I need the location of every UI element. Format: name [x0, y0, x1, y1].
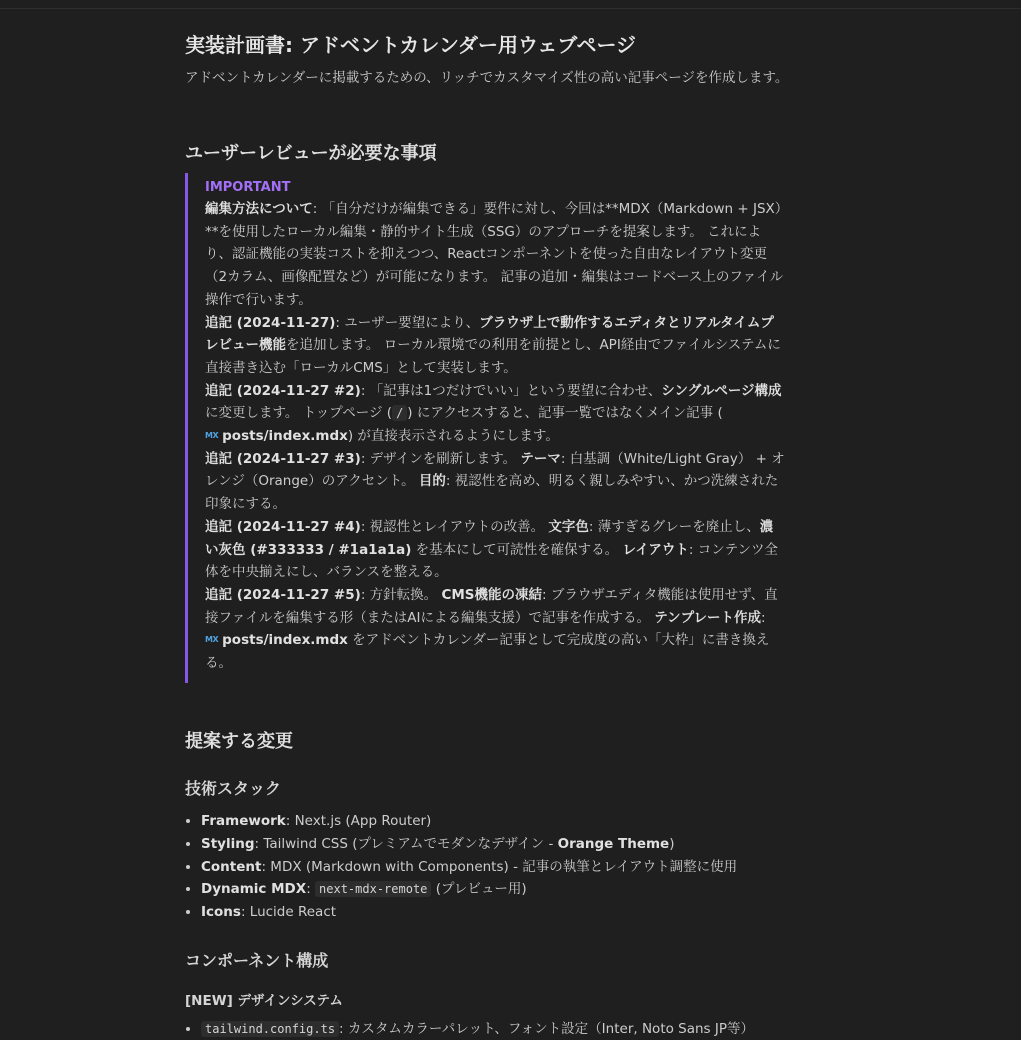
alert-paragraph-addendum-1	[205, 312, 785, 380]
important-alert	[185, 173, 785, 683]
text: : Lucide React	[240, 904, 337, 921]
file-link[interactable]	[205, 632, 348, 648]
text: : 白基調（White/Light Gray） + オレンジ（Orange）のアクセント。	[205, 450, 785, 490]
text: : デザインを刷新します。	[360, 450, 521, 467]
file-link[interactable]	[205, 428, 348, 444]
text: : MDX (Markdown with Components) - 記事の執筆とレイアウト調整に使用	[261, 858, 738, 875]
bold-text: Content	[201, 858, 262, 875]
text: : ユーザー要望により、	[335, 314, 480, 331]
inline-code: next-mdx-remote	[315, 881, 431, 897]
inline-code: /	[392, 405, 407, 421]
tech-stack-list	[185, 810, 737, 924]
inline-code: tailwind.config.ts	[201, 1021, 339, 1037]
text: :	[761, 609, 766, 626]
bold-text: 追記 (2024-11-27 #3)	[205, 450, 361, 467]
text: : コンテンツ全体を中央揃えにし、バランスを整える。	[205, 541, 779, 581]
bold-text: Dynamic MDX	[201, 881, 307, 898]
text: : 方針転換。	[360, 586, 442, 603]
stack-heading: 技術スタック	[185, 779, 282, 798]
review-heading: ユーザーレビューが必要な事項	[185, 143, 437, 164]
bold-text: シングルページ構成	[661, 382, 782, 399]
text: : 薄すぎるグレーを廃止し、	[588, 518, 760, 535]
alert-paragraph-addendum-2	[205, 380, 785, 448]
text: (プレビュー用)	[431, 881, 527, 898]
alert-label: IMPORTANT	[205, 180, 291, 195]
text: )	[669, 835, 675, 852]
bold-text: Styling	[201, 835, 255, 852]
text: に変更します。 トップページ (	[205, 405, 393, 422]
text: ) が直接表示されるようにします。	[347, 428, 559, 445]
bold-text: 追記 (2024-11-27 #5)	[205, 586, 361, 603]
bold-text: Orange Theme	[557, 835, 670, 852]
text: : カスタムカラーパレット、フォント設定（Inter, Noto Sans JP等）	[339, 1021, 755, 1037]
design-system-heading: [NEW] デザインシステム	[185, 993, 343, 1009]
file-name: posts/index.mdx	[222, 428, 348, 445]
alert-paragraph-edit-method	[205, 198, 785, 312]
page-title: 実装計画書: アドベントカレンダー用ウェブページ	[185, 33, 637, 57]
list-item	[201, 1018, 754, 1040]
bold-text: レイアウト	[622, 541, 689, 558]
text: : 視認性を高め、明るく親しみやすい、かつ洗練された印象にする。	[205, 473, 779, 513]
changes-heading: 提案する変更	[185, 731, 293, 752]
text: を追加します。 ローカル環境での利用を前提とし、API経由でファイルシステムに直接書き込む「ローカルCMS」として実装します。	[205, 337, 781, 376]
alert-paragraph-addendum-5	[205, 584, 785, 675]
text: : Next.js (App Router)	[285, 813, 432, 829]
bold-text: 追記 (2024-11-27 #4)	[205, 518, 361, 535]
text: ) にアクセスすると、記事一覧ではなくメイン記事 (	[407, 405, 723, 422]
text: : 「記事は1つだけでいい」という要望に合わせ、	[360, 382, 662, 399]
intro-paragraph: アドベントカレンダーに掲載するための、リッチでカスタマイズ性の高い記事ページを作成します。	[185, 70, 789, 86]
list-item	[201, 878, 737, 901]
bold-text: 追記 (2024-11-27 #2)	[205, 382, 361, 399]
text: : Tailwind CSS (プレミアムでモダンなデザイン -	[254, 835, 558, 852]
bold-text: テンプレート作成	[654, 609, 762, 626]
text: : 視認性とレイアウトの改善。	[360, 518, 549, 535]
bold-text: 濃い灰色 (#333333 / #1a1a1a)	[205, 518, 774, 558]
list-item	[201, 901, 737, 924]
alert-paragraph-addendum-4	[205, 516, 785, 584]
text: : ブラウザエディタ機能は使用せず、直接ファイルを編集する形（またはAIによる編集支援）で記事を作成する。	[205, 586, 778, 626]
list-item	[201, 856, 737, 879]
text: をアドベントカレンダー記事として完成度の高い「大枠」に書き換える。	[205, 632, 770, 672]
list-item	[201, 810, 737, 833]
bold-text: Icons	[201, 904, 241, 921]
design-system-list	[185, 1018, 754, 1040]
top-bar	[0, 0, 1021, 9]
mdx-file-icon: MX	[205, 635, 219, 645]
alert-paragraph-addendum-3	[205, 448, 785, 516]
bold-text: 追記 (2024-11-27)	[205, 314, 336, 331]
file-name: posts/index.mdx	[222, 632, 348, 649]
bold-text: 文字色	[548, 518, 589, 535]
bold-text: ブラウザ上で動作するエディタとリアルタイムプレビュー機能	[205, 314, 774, 354]
text: を基本にして可読性を確保する。	[411, 541, 623, 558]
bold-text: 目的	[418, 473, 446, 490]
components-heading: コンポーネント構成	[185, 951, 329, 970]
mdx-file-icon: MX	[205, 431, 219, 441]
bold-text: テーマ	[520, 450, 561, 467]
text: : 「自分だけが編集できる」要件に対し、今回は**MDX（Markdown + JSX）**を使用したローカル編集・静的サイト生成（SSG）のアプローチを提案します。 これにより、認証機能の実装コストを抑えつつ、Reactコンポーネントを使った自由なレイアウト変更（2カラム、画像配置など）が可能になります。 記事の追加・編集はコードベース上のファイル操作で行います。	[205, 201, 784, 308]
bold-text: 編集方法について	[205, 201, 313, 217]
text: :	[306, 881, 316, 898]
list-item	[201, 833, 737, 856]
alert-body	[205, 198, 785, 675]
bold-text: CMS機能の凍結	[441, 586, 543, 603]
bold-text: Framework	[201, 813, 286, 829]
